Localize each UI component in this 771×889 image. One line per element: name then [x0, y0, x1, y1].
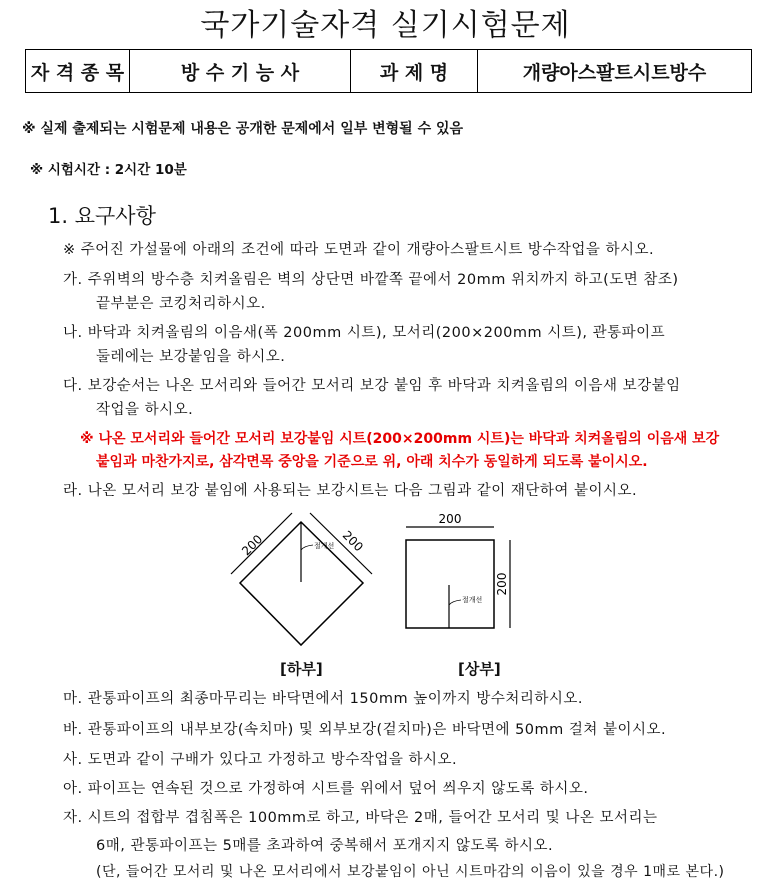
lower-cut-label: 절개선 [314, 542, 335, 550]
item-ga-cont: 끝부분은 코킹처리하시오. [96, 296, 266, 312]
lower-caption: [하부] [280, 660, 323, 678]
item-a: 아. 파이프는 연속된 것으로 가정하여 시트를 위에서 덮어 씌우지 않도록 하시오. [63, 781, 589, 797]
lower-dim-left: 200 [239, 532, 266, 559]
value-qualification: 방 수 기 능 사 [130, 50, 351, 93]
red-note-cont: 붙임과 마찬가지로, 삼각면목 중앙을 기준으로 위, 아래 치수가 동일하게 되도록 붙이시오. [96, 454, 648, 470]
item-da-cont: 작업을 하시오. [96, 402, 194, 418]
item-na: 나. 바닥과 치켜올림의 이음새(폭 200mm 시트), 모서리(200×200mm 시트), 관통파이프 [63, 325, 666, 341]
red-note: ※ 나온 모서리와 들어간 모서리 보강붙임 시트(200×200mm 시트)는 바닥과 치켜올림의 이음새 보강 [80, 431, 720, 447]
value-task-name: 개량아스팔트시트방수 [478, 50, 752, 93]
intro: ※ 주어진 가설물에 아래의 조건에 따라 도면과 같이 개량아스팔트시트 방수작업을 하시오. [63, 242, 655, 258]
upper-dim-height: 200 [495, 572, 509, 596]
item-na-cont: 둘레에는 보강붙임을 하시오. [96, 349, 286, 365]
item-ma: 마. 관통파이프의 최종마무리는 바닥면에서 150mm 높이까지 방수처리하시오. [63, 691, 583, 707]
label-task-name: 과 제 명 [351, 50, 478, 93]
label-qualification: 자 격 종 목 [26, 50, 130, 93]
item-da: 다. 보강순서는 나온 모서리와 들어간 모서리 보강 붙임 후 바닥과 치켜올림의 이음새 보강붙임 [63, 378, 681, 394]
info-table [25, 49, 752, 93]
upper-cut-label: 절개선 [462, 596, 483, 604]
item-ra: 라. 나온 모서리 보강 붙임에 사용되는 보강시트는 다음 그림과 같이 재단하여 붙이시오. [63, 483, 638, 499]
item-ja-cont: 6매, 관통파이프는 5매를 초과하여 중복해서 포개지지 않도록 하시오. [96, 838, 554, 854]
page-title: 국가기술자격 실기시험문제 [200, 8, 571, 43]
item-ja: 자. 시트의 접합부 겹침폭은 100mm로 하고, 바닥은 2매, 들어간 모서리 및 나온 모서리는 [63, 810, 658, 826]
item-ba: 바. 관통파이프의 내부보강(속치마) 및 외부보강(겉치마)은 바닥면에 50mm 걸쳐 붙이시오. [63, 722, 667, 738]
lower-dim-right: 200 [339, 528, 366, 555]
cut-sheet-figure [200, 500, 530, 680]
exam-time: ※ 시험시간 : 2시간 10분 [30, 162, 187, 178]
notice: ※ 실제 출제되는 시험문제 내용은 공개한 문제에서 일부 변형될 수 있음 [22, 121, 464, 137]
item-sa: 사. 도면과 같이 구배가 있다고 가정하고 방수작업을 하시오. [63, 752, 458, 768]
upper-dim-width: 200 [438, 512, 462, 526]
item-ga: 가. 주위벽의 방수층 치켜올림은 벽의 상단면 바깥쪽 끝에서 20mm 위치까지 하고(도면 참조) [63, 272, 679, 288]
item-ja-note: (단, 들어간 모서리 및 나온 모서리에서 보강붙임이 아닌 시트마감의 이음이 있을 경우 1매로 본다.) [96, 864, 725, 880]
section-heading: 1. 요구사항 [48, 204, 156, 228]
upper-caption: [상부] [458, 660, 501, 678]
